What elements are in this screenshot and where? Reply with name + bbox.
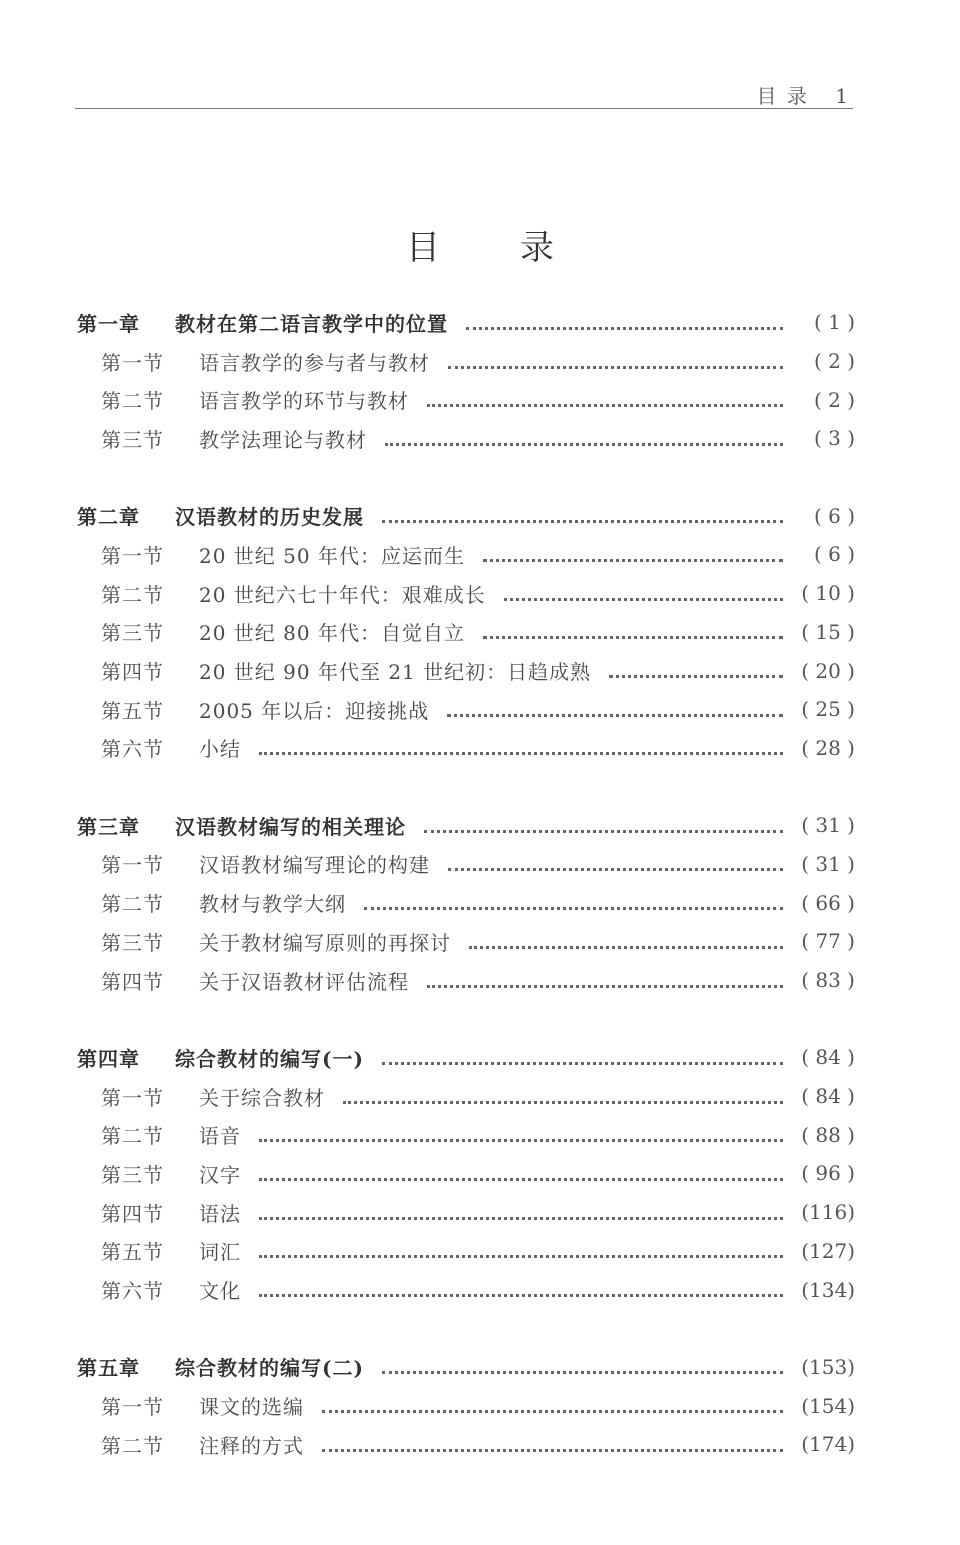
leader-dots xyxy=(382,1371,783,1374)
toc-chapter-page: ( 1 ) xyxy=(813,310,855,335)
toc-section-page: ( 15 ) xyxy=(801,619,855,644)
toc-section-page: (174) xyxy=(801,1432,855,1457)
toc-section-label: 第四节 xyxy=(101,969,164,994)
toc-section-title: 文化 xyxy=(199,1279,241,1304)
toc-section-title: 2005 年以后：迎接挑战 xyxy=(199,698,430,723)
toc-section-label: 第二节 xyxy=(101,892,164,917)
toc-section-label: 第二节 xyxy=(101,1124,164,1149)
leader-dots xyxy=(447,714,783,717)
toc-chapter[interactable] xyxy=(77,1038,855,1077)
toc-chapter[interactable] xyxy=(77,806,855,845)
toc-section[interactable] xyxy=(77,651,855,690)
toc-section-label: 第一节 xyxy=(101,543,164,568)
toc-section-label: 第二节 xyxy=(101,1433,164,1458)
toc-section-title: 关于综合教材 xyxy=(199,1085,325,1110)
toc-chapter-title: 教材在第二语言教学中的位置 xyxy=(175,311,448,336)
toc-section[interactable] xyxy=(77,845,855,884)
toc-section-title: 语音 xyxy=(199,1124,241,1149)
toc-chapter-page: ( 31 ) xyxy=(801,813,855,838)
toc-section-title: 词汇 xyxy=(199,1240,241,1265)
toc-section[interactable] xyxy=(77,535,855,574)
toc-chapter-label: 第三章 xyxy=(77,814,140,839)
toc-section[interactable] xyxy=(77,380,855,419)
toc-section-title: 20 世纪 90 年代至 21 世纪初：日趋成熟 xyxy=(199,660,592,685)
leader-dots xyxy=(483,636,783,639)
toc-chapter-page: (153) xyxy=(801,1354,855,1379)
toc-section-page: ( 20 ) xyxy=(801,658,855,683)
leader-dots xyxy=(259,1139,783,1142)
toc-section-page: ( 2 ) xyxy=(813,349,855,374)
toc-section-label: 第二节 xyxy=(101,389,164,414)
toc-section-label: 第一节 xyxy=(101,1395,164,1420)
toc-section[interactable] xyxy=(77,961,855,1000)
toc-section-page: ( 28 ) xyxy=(801,735,855,760)
toc-section-page: ( 66 ) xyxy=(801,890,855,915)
toc-chapter-title: 综合教材的编写(二) xyxy=(175,1356,364,1381)
toc-section[interactable] xyxy=(77,1154,855,1193)
toc-section-title: 关于汉语教材评估流程 xyxy=(199,969,409,994)
toc-section[interactable] xyxy=(77,1270,855,1309)
leader-dots xyxy=(427,404,783,407)
page-title xyxy=(0,220,960,269)
toc-section-page: (134) xyxy=(801,1277,855,1302)
toc-section-page: ( 83 ) xyxy=(801,968,855,993)
toc-section[interactable] xyxy=(77,342,855,381)
toc-section-label: 第四节 xyxy=(101,660,164,685)
leader-dots xyxy=(343,1101,783,1104)
toc-section-title: 课文的选编 xyxy=(199,1395,304,1420)
toc-section-page: ( 77 ) xyxy=(801,929,855,954)
toc-section-label: 第三节 xyxy=(101,621,164,646)
toc-section-label: 第六节 xyxy=(101,737,164,762)
leader-dots xyxy=(504,598,783,601)
leader-dots xyxy=(424,830,783,833)
leader-dots xyxy=(448,868,783,871)
toc-section-title: 汉语教材编写理论的构建 xyxy=(199,853,430,878)
toc-chapter-title: 汉语教材的历史发展 xyxy=(175,505,364,530)
toc-section[interactable] xyxy=(77,1425,855,1464)
toc-chapter-title: 综合教材的编写(一) xyxy=(175,1046,364,1071)
toc-section-page: ( 2 ) xyxy=(813,387,855,412)
toc-section-title: 小结 xyxy=(199,737,241,762)
toc-section-label: 第五节 xyxy=(101,698,164,723)
toc-section-page: ( 84 ) xyxy=(801,1084,855,1109)
toc-section-title: 语言教学的参与者与教材 xyxy=(199,350,430,375)
toc-section-page: ( 6 ) xyxy=(813,542,855,567)
running-head xyxy=(739,80,850,109)
page-title-char: 录 xyxy=(520,228,554,268)
toc-chapter-label: 第四章 xyxy=(77,1046,140,1071)
toc-chapter-page: ( 6 ) xyxy=(813,503,855,528)
toc-chapter[interactable] xyxy=(77,303,855,342)
toc-section-label: 第一节 xyxy=(101,1085,164,1110)
leader-dots xyxy=(259,1255,783,1258)
leader-dots xyxy=(259,1217,783,1220)
toc-section-page: ( 88 ) xyxy=(801,1122,855,1147)
toc-section-title: 教材与教学大纲 xyxy=(199,892,346,917)
toc-section-label: 第五节 xyxy=(101,1240,164,1265)
toc-section[interactable] xyxy=(77,729,855,768)
page-title-char: 目 xyxy=(406,228,440,268)
toc-chapter-label: 第五章 xyxy=(77,1356,140,1381)
toc-section-page: (127) xyxy=(801,1238,855,1263)
toc-section[interactable] xyxy=(77,574,855,613)
toc-section-title: 教学法理论与教材 xyxy=(199,427,367,452)
toc-section-page: ( 25 ) xyxy=(801,697,855,722)
toc-section[interactable] xyxy=(77,690,855,729)
toc-section-title: 20 世纪 50 年代：应运而生 xyxy=(199,543,465,568)
toc-section-page: ( 3 ) xyxy=(813,426,855,451)
toc-section-title: 20 世纪六七十年代：艰难成长 xyxy=(199,582,486,607)
toc-section-title: 语法 xyxy=(199,1201,241,1226)
leader-dots xyxy=(322,1410,783,1413)
toc-section[interactable] xyxy=(77,1232,855,1271)
toc-section-label: 第六节 xyxy=(101,1279,164,1304)
toc-chapter[interactable] xyxy=(77,1348,855,1387)
leader-dots xyxy=(427,985,783,988)
toc-section-label: 第一节 xyxy=(101,853,164,878)
leader-dots xyxy=(469,946,783,949)
toc-section[interactable] xyxy=(77,1193,855,1232)
toc-chapter-label: 第一章 xyxy=(77,311,140,336)
toc-section-page: ( 96 ) xyxy=(801,1161,855,1186)
toc-section[interactable] xyxy=(77,613,855,652)
toc-section[interactable] xyxy=(77,1077,855,1116)
toc-section-title: 语言教学的环节与教材 xyxy=(199,389,409,414)
toc-section-label: 第三节 xyxy=(101,1162,164,1187)
toc-section[interactable] xyxy=(77,419,855,458)
toc-section-page: ( 31 ) xyxy=(801,851,855,876)
leader-dots xyxy=(322,1449,783,1452)
toc-section-title: 20 世纪 80 年代：自觉自立 xyxy=(199,621,465,646)
running-head-title: 目 录 xyxy=(756,84,809,108)
running-head-page-number: 1 xyxy=(835,84,850,108)
toc-section-label: 第四节 xyxy=(101,1201,164,1226)
toc-chapter-title: 汉语教材编写的相关理论 xyxy=(175,814,406,839)
leader-dots xyxy=(483,559,783,562)
toc-section-title: 关于教材编写原则的再探讨 xyxy=(199,930,451,955)
toc-section-title: 汉字 xyxy=(199,1162,241,1187)
toc-section-label: 第三节 xyxy=(101,427,164,452)
leader-dots xyxy=(259,1178,783,1181)
leader-dots xyxy=(466,327,783,330)
toc-chapter-page: ( 84 ) xyxy=(801,1045,855,1070)
leader-dots xyxy=(385,443,783,446)
toc-section-label: 第三节 xyxy=(101,930,164,955)
toc-section-label: 第一节 xyxy=(101,350,164,375)
leader-dots xyxy=(382,1062,783,1065)
toc-section-page: (154) xyxy=(801,1393,855,1418)
toc-section-label: 第二节 xyxy=(101,582,164,607)
toc-chapter-label: 第二章 xyxy=(77,505,140,530)
leader-dots xyxy=(382,520,783,523)
toc-section[interactable] xyxy=(77,883,855,922)
toc-section-page: (116) xyxy=(801,1200,855,1225)
toc-section-page: ( 10 ) xyxy=(801,581,855,606)
toc-section[interactable] xyxy=(77,922,855,961)
table-of-contents xyxy=(77,303,855,1464)
toc-section-title: 注释的方式 xyxy=(199,1433,304,1458)
toc-section[interactable] xyxy=(77,1386,855,1425)
leader-dots xyxy=(259,752,783,755)
header-rule xyxy=(75,108,853,109)
toc-section[interactable] xyxy=(77,1115,855,1154)
leader-dots xyxy=(448,366,783,369)
leader-dots xyxy=(609,675,783,678)
leader-dots xyxy=(259,1294,783,1297)
toc-chapter[interactable] xyxy=(77,496,855,535)
leader-dots xyxy=(364,907,783,910)
